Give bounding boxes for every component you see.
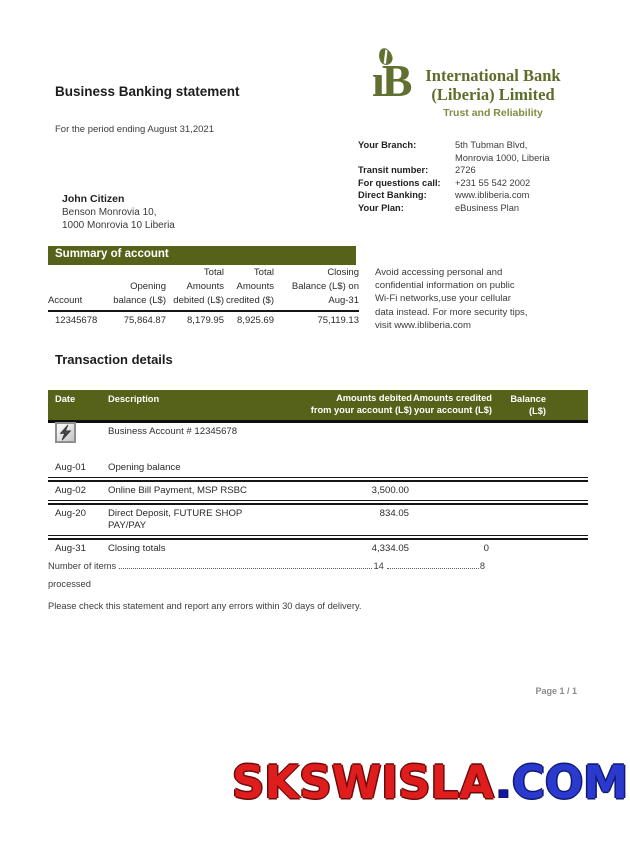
transit-value: 2726 (455, 165, 476, 175)
statement-period: For the period ending August 31,2021 (55, 124, 214, 135)
row-separator (48, 477, 588, 482)
security-tip: Avoid accessing personal and confidential information on public Wi-Fi networks,use your cellular data instead. For more security tips, visit www.ibliberia.com (375, 267, 528, 331)
summary-col-debited: Total Amounts debited (L$) (173, 267, 224, 306)
items-label: Number of items (48, 561, 117, 571)
summary-account-number: 12345678 (55, 315, 98, 326)
watermark-dot: . (494, 756, 512, 809)
summary-opening-balance: 75,864.87 (123, 315, 166, 326)
dot-leader (119, 568, 372, 569)
table-row: Aug-31 Closing totals 4,334.05 0 (55, 543, 489, 554)
processed-label: processed (48, 579, 91, 589)
customer-address-line1: Benson Monrovia 10, (62, 207, 157, 218)
document-title: Business Banking statement (55, 84, 240, 99)
direct-banking-label: Direct Banking: (358, 190, 427, 200)
customer-name: John Citizen (62, 193, 125, 205)
page-number: Page 1 / 1 (535, 686, 577, 696)
transaction-flash-icon (55, 422, 76, 443)
monogram-letters: ıB (372, 55, 410, 106)
summary-total-debited: 8,179.95 (187, 315, 224, 326)
summary-closing-balance: 75,119.13 (317, 315, 359, 326)
bank-name-line2: (Liberia) Limited (431, 85, 555, 104)
dot-leader (387, 568, 479, 569)
account-number-line: Business Account # 12345678 (108, 426, 238, 437)
summary-section-header: Summary of account (48, 246, 356, 265)
errors-notice: Please check this statement and report any errors within 30 days of delivery. (48, 601, 362, 611)
items-value-2: 8 (479, 561, 485, 571)
site-watermark (232, 756, 628, 809)
summary-total-credited: 8,925.69 (237, 315, 274, 326)
summary-col-account: Account (48, 295, 83, 306)
bank-tagline: Trust and Reliability (443, 107, 543, 119)
transactions-section-title: Transaction details (55, 352, 173, 367)
bank-logo-text (418, 66, 568, 119)
direct-banking-value: www.ibliberia.com (455, 190, 530, 200)
txn-col-balance: Balance (L$) (510, 394, 546, 416)
account-header-row (48, 422, 588, 446)
customer-address-block (62, 193, 175, 232)
customer-address-line2: 1000 Monrovia 10 Liberia (62, 220, 175, 231)
summary-values-row (48, 312, 359, 326)
transit-label: Transit number: (358, 165, 429, 175)
txn-col-credited: Amounts credited your account (L$) (412, 393, 492, 415)
summary-col-closing: Closing Balance (L$) on Aug-31 (291, 267, 359, 306)
questions-value: +231 55 542 2002 (455, 177, 531, 188)
txn-col-date: Date (55, 394, 76, 404)
summary-table (48, 266, 359, 326)
table-row: Aug-20 Direct Deposit, FUTURE SHOP PAY/PAY 834.05 (55, 508, 409, 531)
summary-col-credited: Total Amounts credited ($) (225, 267, 274, 306)
items-value-1: 14 (373, 561, 384, 571)
number-of-items-line (48, 561, 485, 571)
transaction-rows (48, 459, 588, 558)
summary-table-header (48, 266, 359, 308)
row-separator (48, 500, 588, 505)
txn-col-debited: Amounts debited from your account (L$) (310, 393, 412, 415)
plan-value: eBusiness Plan (455, 202, 520, 213)
plan-label: Your Plan: (358, 202, 404, 213)
row-separator (48, 535, 588, 540)
bank-logo-monogram (372, 48, 424, 114)
transactions-table-header (48, 390, 588, 423)
summary-col-opening: Opening balance (L$) (113, 281, 166, 306)
table-row: Aug-01 Opening balance (55, 462, 181, 473)
branch-info (358, 139, 583, 214)
bank-name-line1: International Bank (425, 66, 561, 85)
txn-col-description: Description (108, 394, 160, 404)
watermark-tld: COM (511, 756, 628, 809)
table-row: Aug-02 Online Bill Payment, MSP RSBC 3,500.00 (55, 485, 409, 496)
watermark-name: SKSWISLA (232, 756, 495, 809)
branch-value: 5th Tubman Blvd, Monrovia 1000, Liberia (455, 140, 550, 163)
branch-label: Your Branch: (358, 140, 417, 150)
questions-label: For questions call: (358, 177, 441, 188)
